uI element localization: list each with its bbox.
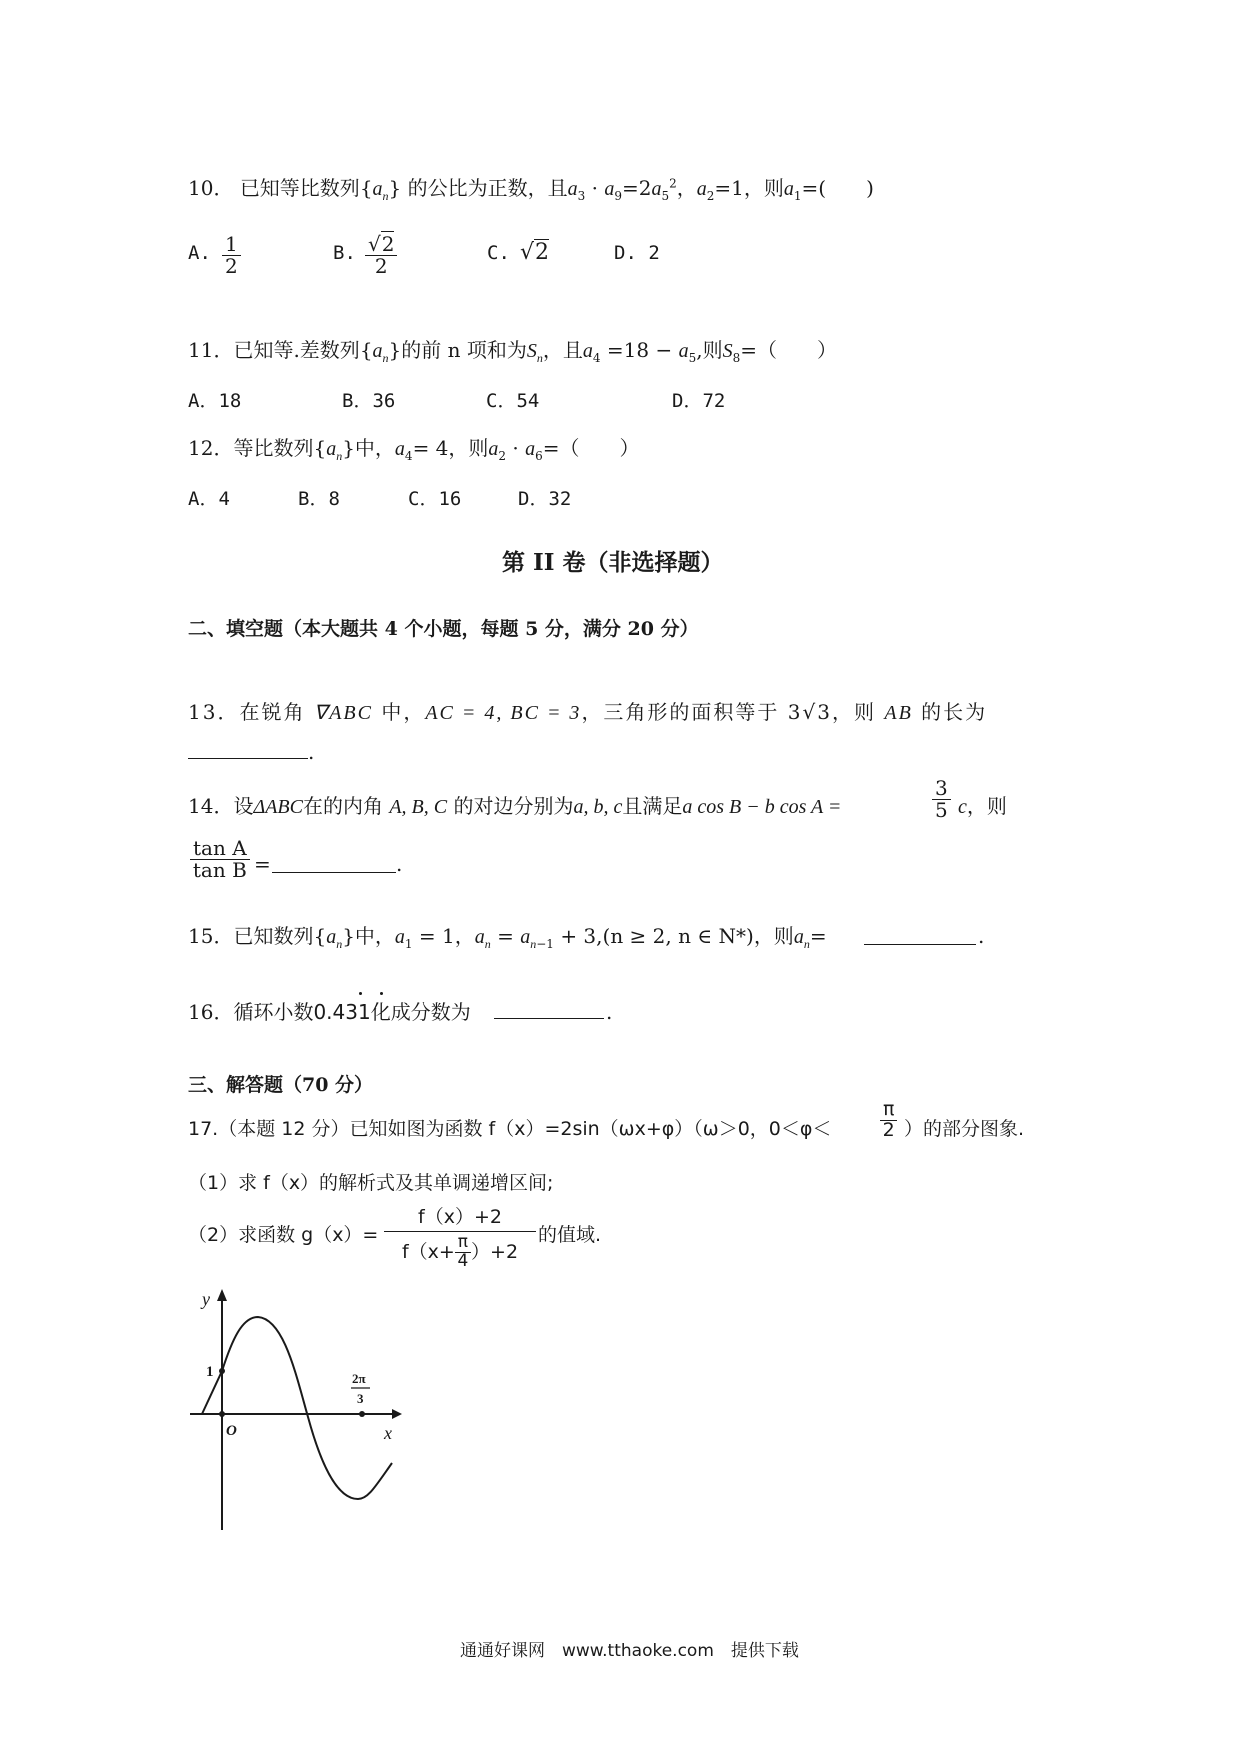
q14-tan-fraction: $\frac{\text{tan A}}{\text{tan B}}$ [190,838,250,881]
graph-tick-numerator: 2π [352,1371,366,1386]
q15-end: . [978,924,985,948]
q17-sub2-post: 的值域. [538,1224,602,1246]
q17-header-tail: ）的部分图象. [904,1118,1025,1140]
q16-end: . [606,1000,613,1024]
q16-answer-blank[interactable] [494,1004,604,1019]
q13-end: . [308,740,315,764]
q10-option-d: D. 2 [614,242,660,264]
page-footer: 通通好课网 www.tthaoke.com 提供下载 [460,1641,799,1661]
q16-dot-2 [380,992,383,995]
q14-answer-blank[interactable] [272,858,396,873]
q17-pi-over-2: $\frac{\pi}{2}$ [880,1100,897,1141]
q12-option-a: A．4 [188,488,230,510]
q17-sub1: （1）求 f（x）的解析式及其单调递增区间; [188,1172,554,1194]
q10-number: 10． [188,176,234,200]
graph-y-label: y [202,1289,210,1309]
q11-option-d: D．72 [672,390,726,412]
part2-title: 第 II 卷（非选择题） [502,549,724,576]
question-12: 12．等比数列$\{a_n\}$中，$a_4= 4$，则$a_2 \cdot a_6=$（ ） [188,436,640,463]
section3-title: 三、解答题（70 分） [188,1074,374,1096]
question-17-header: 17.（本题 12 分）已知如图为函数 f（x）=2sin（ωx+φ）（ω＞0，0＜φ＜ [188,1118,832,1140]
q11-option-a: A．18 [188,390,242,412]
q10-option-b-value: $\frac{√2}{2}$ [365,234,397,277]
q14-eq2: = [254,852,271,876]
question-15: 15．已知数列$\{a_n\}$中，$a_1 = 1$，$a_n = a_{n-1} + 3,(n \ge 2$, n ∈ N*)，则$a_n=$ [188,924,827,951]
q10-option-c: C. [487,242,510,264]
graph-y-arrow [217,1289,227,1301]
graph-x-label: x [384,1423,392,1443]
question-10: 10． 已知等比数列$\{a_n\}$ 的公比为正数，且$a_3 \cdot a_9=2a_5^2$，$a_2=1$，则$a_1=$( ) [188,176,874,203]
q10-end: =( ) [801,176,874,200]
q14-tail: c，则 [958,794,1007,818]
q12-option-b: B．8 [298,488,340,510]
q17-sub2-fraction [384,1202,536,1271]
q17-sub2-pre: （2）求函数 g（x）= [188,1224,379,1246]
q11-option-c: C．54 [486,390,540,412]
graph-point-y1 [219,1368,225,1374]
q10-mid1: 的公比为正数，且 [407,176,568,200]
q12-option-c: C．16 [408,488,462,510]
q10-option-c-value: √2 [520,240,550,265]
q10-pre: 已知等比数列 [239,176,360,200]
graph-point-tick [359,1411,365,1417]
q10-option-b: B. [333,242,356,264]
q10-option-a-value: $\frac{1}{2}$ [222,234,241,277]
graph-origin-label: O [226,1423,237,1439]
q14-fraction: $\frac{3}{5}$ [932,778,951,821]
q16-repeating-decimal: 0.431 [313,1000,371,1024]
q10-option-a: A. [188,242,211,264]
q14-end: . [396,852,403,876]
question-14: 14．设ΔABC在的内角 A, B, C 的对边分别为a, b, c且满足a cos B − b cos A = [188,794,842,818]
graph-tick-denominator: 3 [357,1391,364,1406]
q17-sub2-denominator: f（x+ $\frac{\pi}{4}$ ）+2 [401,1232,519,1271]
question-11: 11．已知等.差数列$\{a_n\}$的前 n 项和为$S_n$，且$a_4 =18 - a_5$,则$S_8=$（ ） [188,338,837,365]
q15-answer-blank[interactable] [864,930,976,945]
graph-one-label: 1 [206,1364,214,1380]
q17-sub2-numerator: f（x）+2 [384,1202,536,1232]
q13-answer-blank[interactable] [188,744,308,759]
q11-option-b: B．36 [342,390,396,412]
q16-dot-1 [359,992,362,995]
q12-option-d: D．32 [518,488,572,510]
question-13: 13．在锐角 ∇ABC 中，AC = 4, BC = 3，三角形的面积等于 3√3，则 AB 的长为 [188,700,988,724]
sine-graph [180,1285,420,1530]
section2-title: 二、填空题（本大题共 4 个小题，每题 5 分，满分 20 分） [188,618,699,640]
graph-point-origin [219,1411,225,1417]
graph-sine-curve [202,1317,392,1499]
question-16: 16．循环小数0.431化成分数为 [188,1000,471,1024]
graph-x-arrow [392,1409,402,1419]
